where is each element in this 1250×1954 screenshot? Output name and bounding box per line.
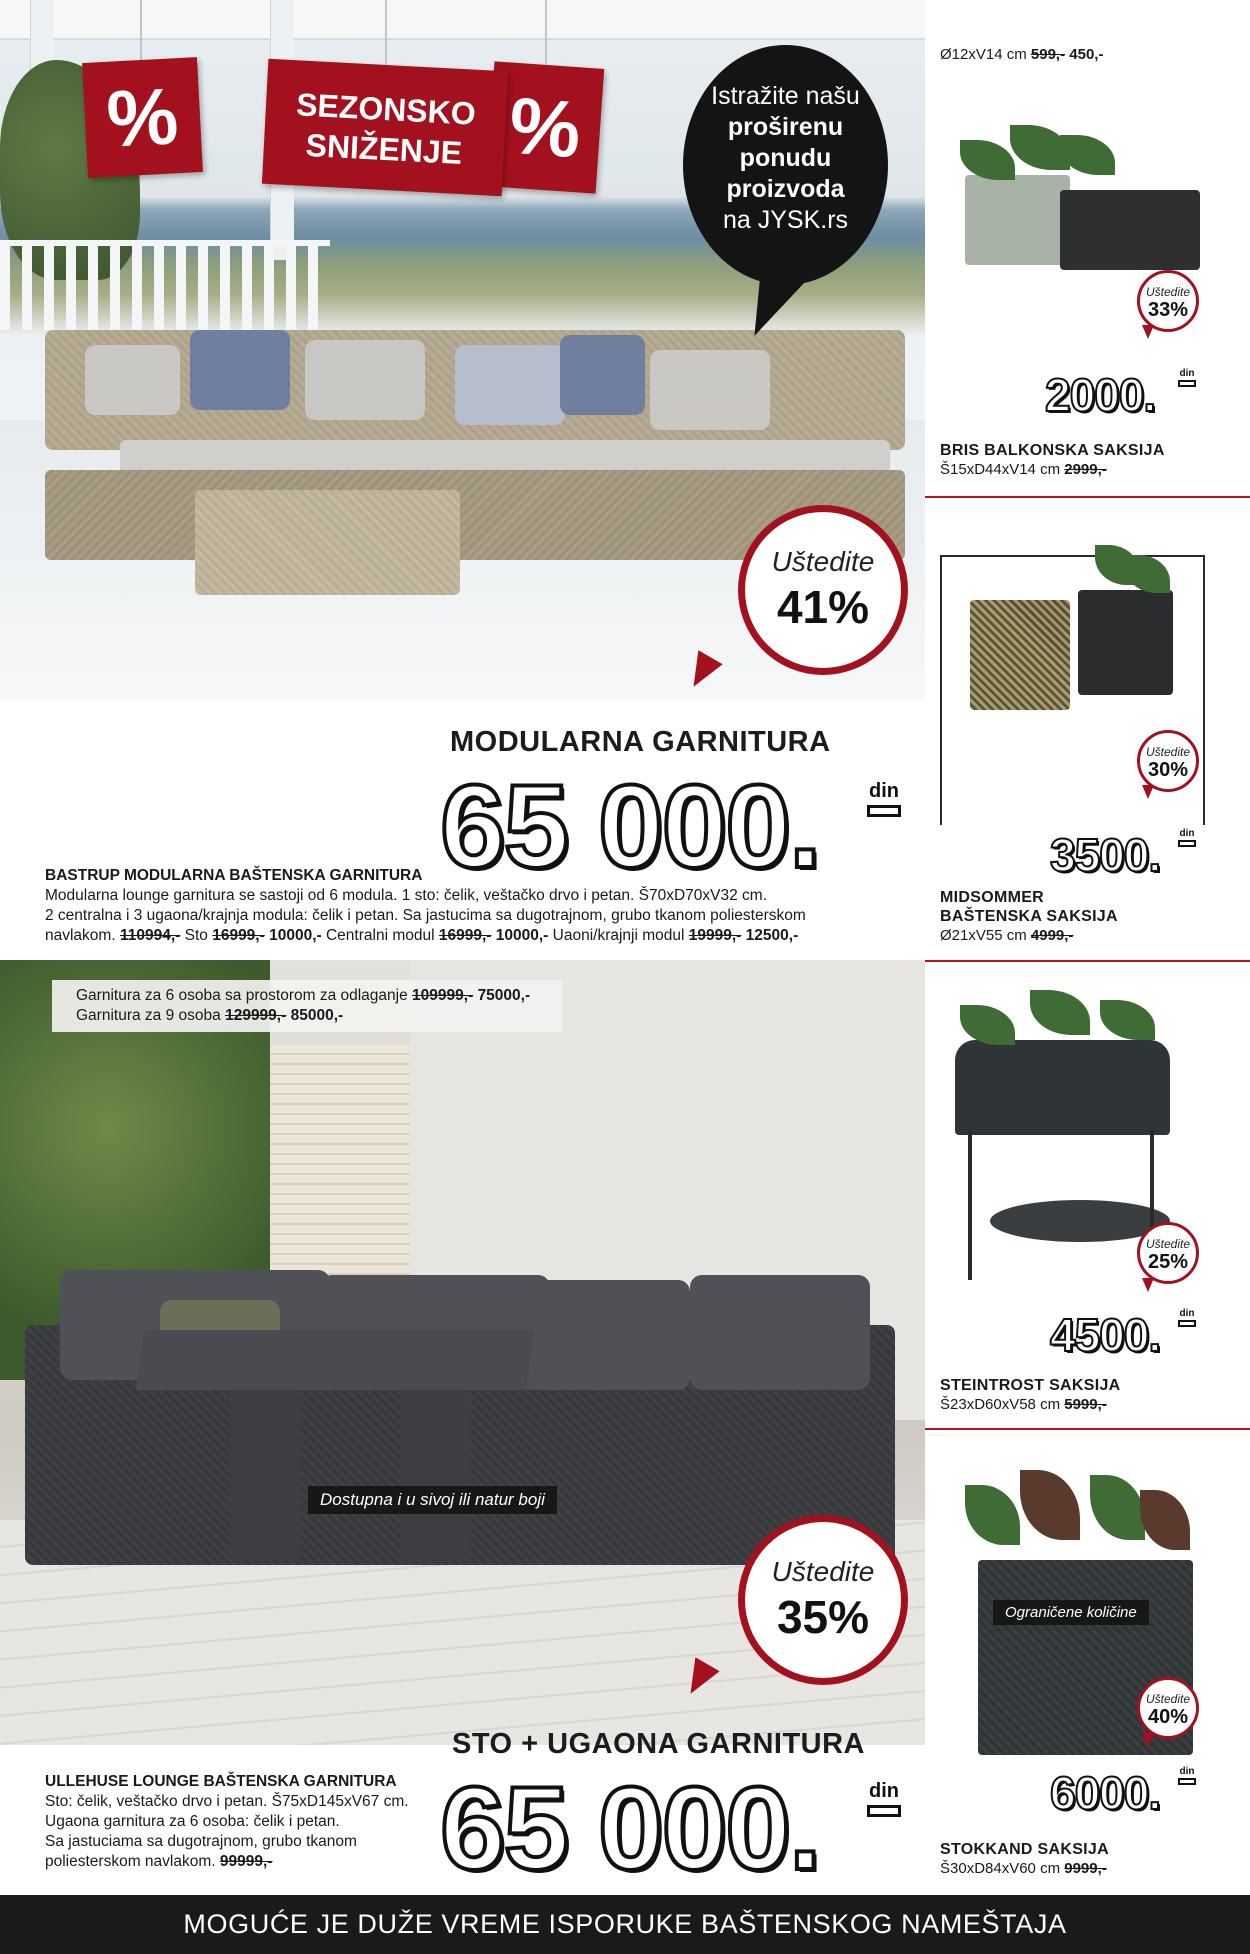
old-price: 129999,- [225,1007,287,1024]
percent-tag: % [486,61,604,193]
label-text: Sto [184,927,208,944]
product-name: BRIS BALKONSKA SAKSIJA [940,442,1165,459]
currency-label: din [869,1780,899,1802]
new-price: 85000,- [290,1007,344,1024]
savings-label: Uštedite [1145,285,1191,299]
dimensions: Š15xD44xV14 cm [940,461,1061,478]
old-price: 5999,- [1064,1396,1107,1413]
old-price: 2999,- [1064,461,1107,478]
old-price: 99999,- [219,1853,273,1870]
old-price: 16999,- [438,927,492,944]
desc-text: navlakom. [45,927,116,944]
bastrup-description [45,866,925,946]
planter-gold-mesh [970,600,1070,710]
desc-line: Sto: čelik, veštačko drvo i petan. Š75xD145xV67 cm. [45,1793,409,1810]
savings-label: Uštedite [771,546,875,577]
savings-badge [1137,1222,1199,1284]
new-price: 12500,- [745,927,799,944]
currency-label: din [1179,828,1195,839]
new-price: 10000,- [269,927,322,944]
price-currency [1178,368,1196,387]
savings-percent: 35% [776,1591,870,1643]
product-meta [940,1840,1109,1878]
product-name: BASTRUP MODULARNA BAŠTENSKA GARNITURA [45,867,423,884]
variant-text: Garnitura za 9 osoba [76,1007,221,1024]
price: 65 000. [440,1763,820,1895]
savings-badge [1137,270,1199,332]
old-price: 16999,- [212,927,265,944]
price: 6000. [1050,1767,1161,1819]
pillow [305,340,425,420]
currency-label: din [869,780,899,802]
variant-line [76,1006,538,1026]
dimensions: Š23xD60xV58 cm [940,1396,1061,1413]
price: 3500. [1050,829,1161,881]
pillow [455,345,565,425]
product-meta-top [940,45,1103,64]
currency-dash [867,805,901,817]
bubble-line: proširenu [727,113,844,141]
table-leg [400,1390,470,1560]
explore-online-bubble[interactable] [683,45,888,285]
savings-badge [738,1515,908,1685]
savings-percent: 33% [1147,299,1189,321]
seasonal-sale-tag: SEZONSKO SNIŽENJE [262,59,508,196]
railing [0,240,330,330]
percent-tag: % [82,57,203,178]
planter-bris-green [965,175,1070,265]
product-divider [925,1428,1250,1430]
dark-table [136,1330,534,1390]
pillow [85,345,180,415]
price: 2000. [1045,369,1156,421]
dimensions: Ø12xV14 cm [940,46,1027,63]
new-price: 75000,- [477,987,531,1004]
dimensions: Š30xD84xV60 cm [940,1860,1061,1877]
price-currency [867,780,901,817]
pillow [650,350,770,430]
ullehuse-description [45,1772,445,1872]
savings-label: Uštedite [1145,1692,1191,1706]
limited-quantity-caption: Ograničene količine [993,1600,1149,1625]
desc-line: Ugaona garnitura za 6 osoba: čelik i petan. [45,1813,340,1830]
coffee-table [195,490,460,595]
new-price: 450,- [1069,46,1104,63]
color-availability-caption: Dostupna i u sivoj ili natur boji [308,1486,557,1514]
bubble-line: Istražite našu [711,82,860,110]
set-variants-box [52,980,562,1032]
product-name: STEINTROST SAKSIJA [940,1377,1121,1394]
shutters [270,1045,410,1295]
savings-percent: 25% [1147,1251,1189,1273]
cushion [690,1275,870,1390]
delivery-notice-footer: MOGUĆE JE DUŽE VREME ISPORUKE BAŠTENSKOG NAMEŠTAJA [0,1895,1250,1954]
currency-dash [867,1805,901,1817]
old-price: 4999,- [1030,927,1074,944]
desc-line-prices [45,926,925,946]
savings-percent: 40% [1147,1706,1189,1728]
product-name: STOKKAND SAKSIJA [940,1841,1109,1858]
product-name: MIDSOMMER [940,889,1045,906]
old-price: 110994,- [119,927,181,944]
price-currency [1178,828,1196,847]
price-currency [1178,1766,1196,1785]
savings-badge [1137,1677,1199,1739]
currency-dash [1178,380,1196,387]
product-meta [940,888,1118,945]
label-text: Centralni modul [325,927,435,944]
bubble-line: proizvoda [726,175,845,203]
tag-string [385,0,387,68]
tag-string [545,0,547,68]
currency-label: din [1179,1766,1195,1777]
savings-percent: 41% [776,581,870,633]
currency-label: din [1179,1308,1195,1319]
old-price: 599,- [1030,46,1066,63]
price: 65 000. [440,761,820,893]
tag-string [140,0,142,62]
product-meta [940,1376,1121,1414]
table-leg [230,1390,300,1560]
product-title: STO + UGAONA GARNITURA [452,1728,865,1760]
old-price: 9999,- [1064,1860,1107,1877]
savings-label: Uštedite [1145,745,1191,759]
planter-steintrost [955,1040,1170,1135]
desc-line: 2 centralna i 3 ugaona/krajnja modula: čelik i petan. Sa jastucima sa dugotrajnom, grubo tkanom poliesterskom [45,907,806,924]
pillow [560,335,645,415]
pillow [190,330,290,410]
savings-label: Uštedite [771,1556,875,1587]
bubble-line: ponudu [739,144,832,172]
pergola-roof [0,0,925,40]
savings-badge [1137,730,1199,792]
desc-line: Modularna lounge garnitura se sastoji od 6 modula. 1 sto: čelik, veštačko drvo i petan. Š70xD70xV32 cm. [45,887,768,904]
desc-text: poliesterskom navlakom. [45,1853,216,1870]
price-currency [867,1780,901,1817]
old-price: 19999,- [688,927,742,944]
product-divider [925,496,1250,498]
cushion [520,1280,690,1390]
product-name: BAŠTENSKA SAKSIJA [940,908,1118,925]
currency-dash [1178,840,1196,847]
desc-line [45,1852,445,1872]
variant-line [76,986,538,1006]
stand-leg [968,1130,972,1280]
dimensions: Ø21xV55 cm [940,927,1027,944]
product-divider [925,960,1250,962]
savings-percent: 30% [1147,759,1189,781]
planter-black [1078,590,1173,695]
new-price: 10000,- [495,927,549,944]
desc-line: Sa jastuciama sa dugotrajnom, grubo tkanom [45,1833,357,1850]
price: 4500. [1050,1309,1161,1361]
product-title: MODULARNA GARNITURA [450,726,831,758]
currency-dash [1178,1778,1196,1785]
planter-bris-dark [1060,190,1200,270]
price-currency [1178,1308,1196,1327]
currency-label: din [1179,368,1195,379]
label-text: Uaoni/krajnji modul [552,927,685,944]
bubble-line: na JYSK.rs [722,206,849,234]
savings-label: Uštedite [1145,1237,1191,1251]
old-price: 109999,- [412,987,474,1004]
currency-dash [1178,1320,1196,1327]
product-name: ULLEHUSE LOUNGE BAŠTENSKA GARNITURA [45,1773,397,1790]
product-meta [940,441,1165,479]
variant-text: Garnitura za 6 osoba sa prostorom za odlaganje [76,987,408,1004]
savings-badge [738,505,908,675]
